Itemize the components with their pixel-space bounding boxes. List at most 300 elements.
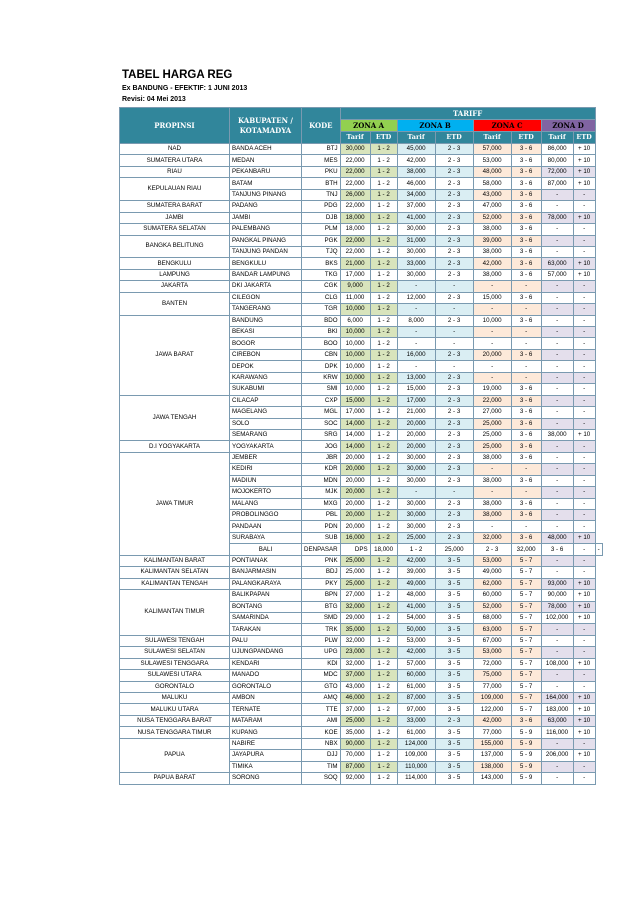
etd-zona-c-cell: -	[511, 281, 541, 292]
kabupaten-cell: AMBON	[230, 693, 302, 704]
propinsi-cell: KALIMANTAN SELATAN	[120, 567, 230, 578]
etd-zona-a-cell: 1 - 2	[370, 418, 397, 429]
kabupaten-cell: KEDIRI	[230, 464, 302, 475]
tarif-zona-d-cell: -	[541, 395, 573, 406]
kode-cell: SUB	[302, 532, 341, 543]
etd-zona-b-cell: -	[435, 361, 473, 372]
tarif-zona-a-cell: 20,000	[340, 521, 370, 532]
etd-zona-a-cell: 1 - 2	[370, 612, 397, 623]
kabupaten-cell: MATARAM	[230, 715, 302, 726]
tarif-zona-c-cell: 25,000	[473, 418, 511, 429]
propinsi-cell: SULAWESI TENGGARA	[120, 658, 230, 669]
tarif-zona-b-cell: -	[397, 327, 435, 338]
kabupaten-cell: JAMBI	[230, 212, 302, 223]
kabupaten-cell: PONTIANAK	[230, 555, 302, 566]
etd-zona-c-cell: 3 - 6	[511, 292, 541, 303]
etd-zona-d-cell: + 10	[573, 693, 595, 704]
etd-zona-d-cell: -	[595, 544, 602, 555]
tarif-zona-b-cell: 25,000	[397, 532, 435, 543]
etd-zona-a-cell: 1 - 2	[370, 578, 397, 589]
propinsi-cell: KEPULAUAN RIAU	[120, 178, 230, 201]
etd-zona-c-cell: 3 - 6	[511, 510, 541, 521]
table-row	[120, 224, 603, 235]
kabupaten-cell: CILEGON	[230, 292, 302, 303]
tarif-zona-d-cell: -	[541, 361, 573, 372]
kode-cell: GTO	[302, 681, 341, 692]
tarif-zona-d-cell: 93,000	[541, 578, 573, 589]
tarif-zona-b-cell: 53,000	[397, 635, 435, 646]
tarif-zona-b-cell: 124,000	[397, 738, 435, 749]
kode-cell: KDR	[302, 464, 341, 475]
etd-zona-b-cell: 3 - 5	[435, 624, 473, 635]
tarif-zona-d-cell: -	[541, 349, 573, 360]
table-row	[120, 567, 603, 578]
kabupaten-cell: BOGOR	[230, 338, 302, 349]
tarif-zona-d-cell: 72,000	[541, 166, 573, 177]
tarif-zona-b-cell: 30,000	[397, 452, 435, 463]
tarif-zona-b-cell: 60,000	[397, 670, 435, 681]
etd-zona-d-cell: -	[573, 475, 595, 486]
tarif-zona-c-cell: 19,000	[473, 384, 511, 395]
tarif-zona-c-cell: -	[473, 327, 511, 338]
etd-zona-d-cell: -	[573, 647, 595, 658]
etd-zona-d-cell: + 10	[573, 258, 595, 269]
kode-cell: BOO	[302, 338, 341, 349]
etd-zona-b-cell: 3 - 5	[435, 693, 473, 704]
etd-zona-a-cell: 1 - 2	[370, 498, 397, 509]
tarif-zona-a-cell: 25,000	[340, 567, 370, 578]
etd-zona-c-cell: 3 - 6	[511, 178, 541, 189]
kabupaten-cell: PROBOLINGGO	[230, 510, 302, 521]
tarif-zona-c-cell: 32,000	[511, 544, 541, 555]
propinsi-cell: KALIMANTAN TIMUR	[120, 590, 230, 636]
tarif-zona-c-cell: 77,000	[473, 727, 511, 738]
tarif-zona-d-cell: -	[541, 464, 573, 475]
kode-cell: SMD	[302, 612, 341, 623]
etd-zona-a-cell: 1 - 2	[370, 429, 397, 440]
kode-cell: DPS	[340, 544, 370, 555]
kabupaten-cell: SUKABUMI	[230, 384, 302, 395]
tarif-zona-c-cell: -	[473, 521, 511, 532]
tarif-zona-a-cell: 43,000	[340, 681, 370, 692]
tarif-zona-d-cell: -	[541, 475, 573, 486]
kode-cell: AMQ	[302, 693, 341, 704]
table-row	[120, 441, 603, 452]
etd-zona-c-cell: 5 - 7	[511, 635, 541, 646]
table-row	[120, 704, 603, 715]
kode-cell: TTE	[302, 704, 341, 715]
kode-cell: DJB	[302, 212, 341, 223]
etd-zona-b-cell: 2 - 3	[435, 235, 473, 246]
table-row	[120, 144, 603, 155]
etd-zona-d-cell: + 10	[573, 269, 595, 280]
kabupaten-cell: DKI JAKARTA	[230, 281, 302, 292]
tarif-zona-b-cell: 16,000	[397, 349, 435, 360]
etd-zona-a-cell: 1 - 2	[370, 372, 397, 383]
etd-zona-d-cell: -	[573, 338, 595, 349]
propinsi-cell: BANTEN	[120, 292, 230, 315]
tarif-zona-a-cell: 32,000	[340, 658, 370, 669]
tarif-zona-a-cell: 27,000	[340, 590, 370, 601]
etd-zona-b-cell: 3 - 5	[435, 738, 473, 749]
header-kode: KODE	[302, 108, 341, 144]
kode-cell: MDC	[302, 670, 341, 681]
tarif-zona-a-cell: 37,000	[340, 704, 370, 715]
tarif-zona-c-cell: -	[473, 372, 511, 383]
propinsi-cell: MALUKU	[120, 693, 230, 704]
tarif-zona-a-cell: 10,000	[340, 327, 370, 338]
etd-zona-c-cell: -	[511, 521, 541, 532]
etd-zona-b-cell: 3 - 5	[435, 658, 473, 669]
tarif-zona-b-cell: 30,000	[397, 246, 435, 257]
kode-cell: MJK	[302, 487, 341, 498]
tarif-zona-b-cell: 20,000	[397, 429, 435, 440]
kode-cell: TRK	[302, 624, 341, 635]
kode-cell: NBX	[302, 738, 341, 749]
etd-zona-a-cell: 1 - 2	[370, 224, 397, 235]
kode-cell: PKU	[302, 166, 341, 177]
etd-zona-b-cell: 2 - 3	[435, 418, 473, 429]
etd-zona-c-cell: 5 - 7	[511, 555, 541, 566]
etd-zona-c-cell: -	[511, 372, 541, 383]
kabupaten-cell: DEPOK	[230, 361, 302, 372]
tarif-zona-a-cell: 10,000	[340, 384, 370, 395]
kode-cell: TNJ	[302, 189, 341, 200]
etd-zona-b-cell: 2 - 3	[435, 452, 473, 463]
kode-cell: TIM	[302, 761, 341, 772]
tarif-zona-d-cell: -	[541, 738, 573, 749]
tarif-zona-a-cell: 10,000	[340, 349, 370, 360]
etd-zona-d-cell: -	[573, 452, 595, 463]
kode-cell: MGL	[302, 407, 341, 418]
tarif-zona-a-cell: 14,000	[340, 429, 370, 440]
etd-zona-b-cell: 3 - 5	[435, 773, 473, 784]
table-row	[120, 269, 603, 280]
header-zona-b: ZONA B	[397, 120, 473, 132]
tarif-zona-b-cell: 38,000	[397, 166, 435, 177]
kabupaten-cell: BANDA ACEH	[230, 144, 302, 155]
propinsi-cell: KALIMANTAN BARAT	[120, 555, 230, 566]
tarif-zona-d-cell: 206,000	[541, 750, 573, 761]
tarif-zona-d-cell: 183,000	[541, 704, 573, 715]
etd-zona-a-cell: 1 - 2	[370, 761, 397, 772]
etd-zona-a-cell: 1 - 2	[370, 635, 397, 646]
etd-zona-c-cell: 3 - 6	[511, 315, 541, 326]
etd-zona-b-cell: 2 - 3	[435, 349, 473, 360]
etd-zona-c-cell: 5 - 7	[511, 681, 541, 692]
tarif-zona-b-cell: 48,000	[397, 590, 435, 601]
tarif-zona-d-cell: 80,000	[541, 155, 573, 166]
tarif-zona-d-cell: -	[541, 407, 573, 418]
etd-zona-d-cell: + 10	[573, 715, 595, 726]
etd-zona-a-cell: 1 - 2	[370, 292, 397, 303]
kabupaten-cell: TERNATE	[230, 704, 302, 715]
tarif-zona-b-cell: 30,000	[397, 224, 435, 235]
etd-zona-a-cell: 1 - 2	[370, 532, 397, 543]
etd-zona-c-cell: -	[511, 304, 541, 315]
etd-zona-d-cell: -	[573, 555, 595, 566]
tarif-zona-d-cell: 38,000	[541, 429, 573, 440]
kode-cell: JOG	[302, 441, 341, 452]
table-row	[120, 212, 603, 223]
etd-zona-a-cell: 1 - 2	[370, 327, 397, 338]
etd-zona-c-cell: 5 - 7	[511, 704, 541, 715]
tarif-zona-b-cell: -	[397, 338, 435, 349]
tarif-zona-d-cell: 87,000	[541, 178, 573, 189]
etd-zona-d-cell: -	[573, 498, 595, 509]
tarif-zona-a-cell: 25,000	[340, 555, 370, 566]
table-row	[120, 578, 603, 589]
kabupaten-cell: SURABAYA	[230, 532, 302, 543]
etd-zona-b-cell: -	[435, 281, 473, 292]
tarif-zona-a-cell: 20,000	[340, 452, 370, 463]
header-zona-a: ZONA A	[340, 120, 397, 132]
etd-zona-a-cell: 1 - 2	[370, 349, 397, 360]
etd-zona-d-cell: -	[573, 681, 595, 692]
tarif-zona-c-cell: 77,000	[473, 681, 511, 692]
tarif-zona-a-cell: 10,000	[340, 304, 370, 315]
etd-zona-d-cell: -	[573, 441, 595, 452]
kabupaten-cell: SEMARANG	[230, 429, 302, 440]
etd-zona-d-cell: -	[573, 201, 595, 212]
etd-zona-a-cell: 1 - 2	[370, 258, 397, 269]
etd-zona-a-cell: 1 - 2	[370, 338, 397, 349]
tarif-zona-c-cell: 138,000	[473, 761, 511, 772]
tarif-zona-a-cell: 25,000	[340, 578, 370, 589]
tarif-zona-a-cell: 35,000	[340, 727, 370, 738]
etd-zona-a-cell: 1 - 2	[370, 178, 397, 189]
etd-zona-c-cell: 5 - 7	[511, 590, 541, 601]
kode-cell: SMI	[302, 384, 341, 395]
tarif-zona-a-cell: 37,000	[340, 670, 370, 681]
tarif-zona-a-cell: 35,000	[340, 624, 370, 635]
tarif-zona-c-cell: 52,000	[473, 212, 511, 223]
etd-zona-a-cell: 1 - 2	[370, 212, 397, 223]
etd-zona-a-cell: 1 - 2	[370, 304, 397, 315]
tarif-zona-c-cell: 38,000	[473, 475, 511, 486]
etd-zona-d-cell: -	[573, 384, 595, 395]
etd-zona-c-cell: 3 - 6	[511, 715, 541, 726]
tarif-zona-a-cell: 14,000	[340, 441, 370, 452]
table-row	[120, 738, 603, 749]
kode-cell: PGK	[302, 235, 341, 246]
tarif-zona-b-cell: 31,000	[397, 235, 435, 246]
table-row	[120, 727, 603, 738]
tarif-zona-b-cell: 25,000	[435, 544, 473, 555]
tarif-zona-d-cell: 164,000	[541, 693, 573, 704]
page-title: TABEL HARGA REG	[122, 69, 233, 81]
propinsi-cell: JAMBI	[120, 212, 230, 223]
kode-cell: SRG	[302, 429, 341, 440]
propinsi-cell: BANGKA BELITUNG	[120, 235, 230, 258]
tarif-zona-d-cell: -	[541, 201, 573, 212]
etd-zona-d-cell: -	[573, 521, 595, 532]
tarif-zona-c-cell: 143,000	[473, 773, 511, 784]
etd-zona-c-cell: 3 - 6	[511, 224, 541, 235]
table-row	[120, 201, 603, 212]
tarif-zona-a-cell: 9,000	[340, 281, 370, 292]
tarif-zona-c-cell: 75,000	[473, 670, 511, 681]
etd-zona-c-cell: 5 - 9	[511, 727, 541, 738]
etd-zona-b-cell: 2 - 3	[435, 224, 473, 235]
tarif-zona-a-cell: 26,000	[340, 189, 370, 200]
tarif-zona-a-cell: 20,000	[340, 498, 370, 509]
tarif-zona-d-cell: 86,000	[541, 144, 573, 155]
tarif-zona-a-cell: 18,000	[370, 544, 397, 555]
tarif-zona-d-cell: -	[541, 235, 573, 246]
table-row	[120, 235, 603, 246]
tarif-zona-b-cell: 30,000	[397, 269, 435, 280]
etd-zona-b-cell: 3 - 5	[435, 704, 473, 715]
etd-zona-b-cell: 3 - 5	[435, 750, 473, 761]
header-etd-d: ETD	[573, 132, 595, 144]
kabupaten-cell: TARAKAN	[230, 624, 302, 635]
tarif-zona-b-cell: 97,000	[397, 704, 435, 715]
tarif-zona-b-cell: 87,000	[397, 693, 435, 704]
tarif-zona-c-cell: 109,000	[473, 693, 511, 704]
etd-zona-a-cell: 1 - 2	[370, 738, 397, 749]
propinsi-cell: JAKARTA	[120, 281, 230, 292]
propinsi-cell: JAWA BARAT	[120, 315, 230, 395]
etd-zona-c-cell: 3 - 6	[511, 258, 541, 269]
kode-cell: DPK	[302, 361, 341, 372]
kode-cell: CBN	[302, 349, 341, 360]
tarif-zona-b-cell: 109,000	[397, 750, 435, 761]
etd-zona-c-cell: 3 - 6	[511, 144, 541, 155]
tarif-zona-b-cell: 50,000	[397, 624, 435, 635]
etd-zona-d-cell: + 10	[573, 750, 595, 761]
tarif-zona-a-cell: 22,000	[340, 166, 370, 177]
tarif-zona-b-cell: -	[397, 361, 435, 372]
etd-zona-c-cell: -	[511, 338, 541, 349]
etd-zona-d-cell: -	[573, 407, 595, 418]
tarif-zona-c-cell: 38,000	[473, 452, 511, 463]
etd-zona-b-cell: -	[435, 304, 473, 315]
tarif-zona-a-cell: 25,000	[340, 715, 370, 726]
tarif-zona-d-cell: -	[541, 670, 573, 681]
tarif-zona-b-cell: 33,000	[397, 258, 435, 269]
tarif-zona-a-cell: 22,000	[340, 235, 370, 246]
table-row	[120, 670, 603, 681]
etd-zona-b-cell: 2 - 3	[435, 246, 473, 257]
tarif-zona-b-cell: -	[397, 281, 435, 292]
etd-zona-b-cell: 2 - 3	[435, 166, 473, 177]
header-tariff: TARIFF	[340, 108, 595, 120]
revision-date: Revisi: 04 Mei 2013	[122, 96, 186, 103]
etd-zona-a-cell: 1 - 2	[370, 144, 397, 155]
tarif-zona-d-cell: -	[541, 773, 573, 784]
etd-zona-c-cell: 3 - 6	[541, 544, 573, 555]
etd-zona-b-cell: 2 - 3	[435, 532, 473, 543]
tarif-zona-c-cell: 43,000	[473, 189, 511, 200]
tarif-zona-b-cell: 20,000	[397, 418, 435, 429]
etd-zona-a-cell: 1 - 2	[370, 166, 397, 177]
etd-zona-d-cell: -	[573, 670, 595, 681]
tarif-zona-d-cell: -	[541, 281, 573, 292]
etd-zona-c-cell: -	[511, 487, 541, 498]
tarif-zona-b-cell: 114,000	[397, 773, 435, 784]
tarif-zona-b-cell: 33,000	[397, 715, 435, 726]
tarif-zona-a-cell: 22,000	[340, 201, 370, 212]
tarif-zona-d-cell: -	[541, 384, 573, 395]
table-row	[120, 647, 603, 658]
kabupaten-cell: SOLO	[230, 418, 302, 429]
table-row	[120, 555, 603, 566]
tarif-zona-a-cell: 30,000	[340, 144, 370, 155]
etd-zona-a-cell: 1 - 2	[370, 681, 397, 692]
kode-cell: PKY	[302, 578, 341, 589]
etd-zona-a-cell: 1 - 2	[370, 281, 397, 292]
etd-zona-d-cell: -	[573, 635, 595, 646]
table-row	[120, 658, 603, 669]
etd-zona-a-cell: 1 - 2	[370, 715, 397, 726]
etd-zona-a-cell: 1 - 2	[370, 487, 397, 498]
tarif-zona-d-cell: -	[541, 327, 573, 338]
kabupaten-cell: BENGKULU	[230, 258, 302, 269]
tarif-zona-c-cell: -	[473, 304, 511, 315]
table-row	[120, 590, 603, 601]
propinsi-cell: SULAWESI SELATAN	[120, 647, 230, 658]
tarif-zona-b-cell: 57,000	[397, 658, 435, 669]
table-row	[120, 681, 603, 692]
tarif-zona-a-cell: 16,000	[340, 532, 370, 543]
tarif-zona-a-cell: 17,000	[340, 269, 370, 280]
kabupaten-cell: MAGELANG	[230, 407, 302, 418]
header-etd-c: ETD	[511, 132, 541, 144]
etd-zona-c-cell: 5 - 7	[511, 601, 541, 612]
etd-zona-b-cell: 3 - 5	[435, 670, 473, 681]
kabupaten-cell: GORONTALO	[230, 681, 302, 692]
propinsi-cell: LAMPUNG	[120, 269, 230, 280]
etd-zona-d-cell: + 10	[573, 212, 595, 223]
tarif-zona-d-cell: -	[541, 624, 573, 635]
tarif-zona-b-cell: 15,000	[397, 384, 435, 395]
etd-zona-b-cell: 3 - 5	[435, 567, 473, 578]
tarif-zona-a-cell: 22,000	[340, 246, 370, 257]
etd-zona-c-cell: 5 - 9	[511, 738, 541, 749]
kode-cell: CXP	[302, 395, 341, 406]
etd-zona-a-cell: 1 - 2	[370, 269, 397, 280]
etd-zona-d-cell: + 10	[573, 532, 595, 543]
etd-zona-b-cell: 2 - 3	[435, 510, 473, 521]
tarif-zona-d-cell: -	[541, 338, 573, 349]
tarif-zona-c-cell: 67,000	[473, 635, 511, 646]
etd-zona-a-cell: 1 - 2	[370, 670, 397, 681]
etd-zona-d-cell: -	[573, 761, 595, 772]
kode-cell: BTH	[302, 178, 341, 189]
header-tarif-c: Tarif	[473, 132, 511, 144]
propinsi-cell: RIAU	[120, 166, 230, 177]
etd-zona-b-cell: 2 - 3	[435, 407, 473, 418]
propinsi-cell: SUMATERA SELATAN	[120, 224, 230, 235]
tarif-zona-a-cell: 15,000	[340, 395, 370, 406]
etd-zona-d-cell: -	[573, 487, 595, 498]
etd-zona-a-cell: 1 - 2	[370, 315, 397, 326]
table-row	[120, 315, 603, 326]
etd-zona-b-cell: 3 - 5	[435, 555, 473, 566]
tarif-zona-a-cell: 22,000	[340, 178, 370, 189]
etd-zona-b-cell: 2 - 3	[435, 429, 473, 440]
etd-zona-c-cell: 3 - 6	[511, 269, 541, 280]
kode-cell: TJQ	[302, 246, 341, 257]
etd-zona-a-cell: 1 - 2	[370, 395, 397, 406]
propinsi-cell: SUMATERA UTARA	[120, 155, 230, 166]
tarif-zona-d-cell: -	[541, 315, 573, 326]
etd-zona-c-cell: 3 - 6	[511, 429, 541, 440]
etd-zona-c-cell: 5 - 7	[511, 670, 541, 681]
kabupaten-cell: KUPANG	[230, 727, 302, 738]
propinsi-cell: MALUKU UTARA	[120, 704, 230, 715]
